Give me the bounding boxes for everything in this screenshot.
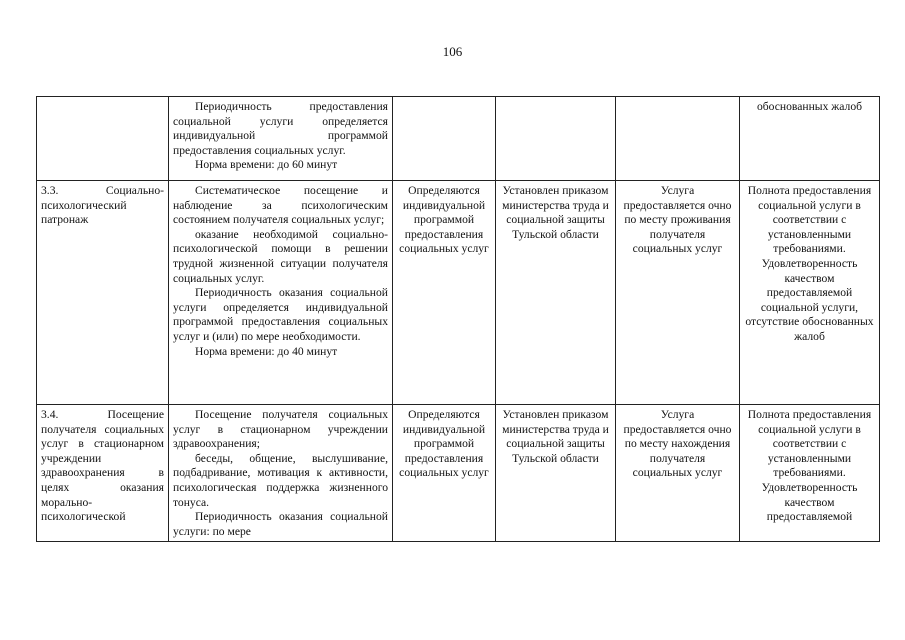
- service-content-cell: [169, 405, 393, 542]
- volume-cell: Определяются индивидуальной программой предоставления социальных услуг: [393, 405, 496, 542]
- table-row: [37, 405, 880, 542]
- content-paragraph: Систематическое посещение и наблюдение за психологическим состоянием получателя социальных услуг;: [173, 184, 388, 227]
- conditions-cell: Услуга предоставляется очно по месту нахождения получателя социальных услуг: [616, 405, 740, 542]
- quality-cell: Полнота предоставления социальной услуги в соответствии с установленными требованиями. Удовлетворенность качеством предоставляемой: [740, 405, 880, 542]
- content-paragraph: Посещение получателя социальных услуг в стационарном учреждении здравоохранения;: [173, 408, 388, 451]
- conditions-cell: [616, 97, 740, 181]
- content-paragraph: Периодичность оказания социальной услуги определяется индивидуальной программой предоставления социальных услуг и (или) по мере необходимости.: [173, 286, 388, 343]
- volume-cell: Определяются индивидуальной программой предоставления социальных услуг: [393, 181, 496, 405]
- quality-cell: Полнота предоставления социальной услуги в соответствии с установленными требованиями. Удовлетворенность качеством предоставляемой социальной услуги, отсутствие обоснованных жалоб: [740, 181, 880, 405]
- standard-cell: Установлен приказом министерства труда и социальной защиты Тульской области: [496, 405, 616, 542]
- content-paragraph: оказание необходимой социально-психологической помощи в решении трудной жизненной ситуации получателя социальных услуг.: [173, 227, 388, 285]
- standard-cell: [496, 97, 616, 181]
- content-paragraph: Периодичность оказания социальной услуги: по мере: [173, 510, 388, 538]
- service-name-cell: 3.3. Социально-психологический патронаж: [37, 181, 169, 405]
- service-name-cell: 3.4. Посещение получателя социальных услуг в стационарном учреждении здравоохранения в целях оказания морально-психологической: [37, 405, 169, 542]
- standard-cell: Установлен приказом министерства труда и социальной защиты Тульской области: [496, 181, 616, 405]
- services-table: [36, 96, 880, 542]
- content-paragraph: Норма времени: до 60 минут: [195, 158, 338, 172]
- content-paragraph: беседы, общение, выслушивание, подбадривание, мотивация к активности, психологическая поддержка жизненного тонуса.: [173, 451, 388, 509]
- quality-cell: обоснованных жалоб: [740, 97, 880, 181]
- content-paragraph: Норма времени: до 40 минут: [195, 344, 338, 358]
- service-content-cell: [169, 181, 393, 405]
- content-paragraph: Периодичность предоставления социальной услуги определяется индивидуальной программой предоставления социальных услуг.: [173, 100, 388, 157]
- conditions-cell: Услуга предоставляется очно по месту проживания получателя социальных услуг: [616, 181, 740, 405]
- service-name-cell: [37, 97, 169, 181]
- service-content-cell: [169, 97, 393, 181]
- volume-cell: [393, 97, 496, 181]
- table-row: [37, 181, 880, 405]
- table-row: [37, 97, 880, 181]
- page-number: 106: [442, 44, 463, 59]
